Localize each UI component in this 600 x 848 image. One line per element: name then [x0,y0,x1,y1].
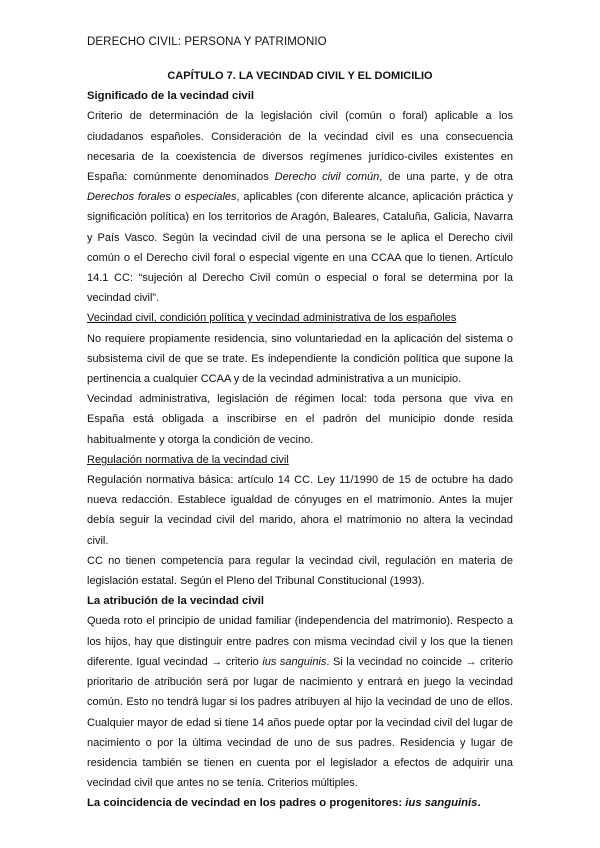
subsection-title-regulacion: Regulación normativa de la vecindad civil [87,453,289,466]
section-heading-atribucion: La atribución de la vecindad civil [87,595,265,608]
paragraph-vecindad-administrativa: Vecindad administrativa, legislación de régimen local: toda persona que viva en España está obligada a inscribirse en el padrón del municipio donde resida habitualmente y otorga la condición de vecino. [87,393,513,446]
section-heading-significado: Significado de la vecindad civil [87,90,254,103]
paragraph-text: . Si la vecindad no coincide → criterio prioritario de atribución será por lugar de nacimiento y entrará en juego la vecindad común. Esto no tendrá lugar si los padres atribuyen al hijo la vecindad de uno de ellos. Cualquier mayor de edad si tiene 14 años puede optar por la vecindad civil del lugar de nacimiento o por la última vecindad de uno de sus padres. Residencia y lugar de residencia también se tienen en cuenta por el legislador a efectos de adquirir una vecindad civil que antes no se tenía. Criterios múltiples. [87,655,514,790]
paragraph-text: Queda roto el principio de unidad familiar (independencia del matrimonio). Respecto a los hijos, hay que distinguir entre padres con misma vecindad civil y los que la tienen diferente. Igual vecindad → criterio [87,615,513,668]
document-body [87,66,513,814]
paragraph-text: , aplicables (con diferente alcance, aplicación práctica y significación política) en los territorios de Aragón, Baleares, Cataluña, Galicia, Navarra y País Vasco. Según la vecindad civil de una persona se le aplica el Derecho civil común o el Derecho civil foral o especial vigente en una CCAA que lo tienen. Artículo 14.1 CC: “sujeción al Derecho Civil común o especial o foral se determina por la vecindad civil”. [87,191,514,305]
subsection-title-condicion-politica: Vecindad civil, condición política y vecindad administrativa de los españoles [87,312,457,325]
emphasis-ius-sanguinis: ius sanguinis [262,655,327,668]
heading-text: La coincidencia de vecindad en los padres o progenitores: [87,797,406,810]
paragraph-text: , de una parte, y de otra [379,171,513,184]
paragraph-atribucion [87,611,513,793]
chapter-title: CAPÍTULO 7. LA VECINDAD CIVIL Y EL DOMICILIO [167,70,433,82]
paragraph-voluntariedad: No requiere propiamente residencia, sino voluntariedad en la aplicación del sistema o subsistema civil de que se trate. Es independiente la condición política que supone la pertinencia a cualquier CCAA y de la vecindad administrativa a un municipio. [87,332,513,386]
emphasis-derecho-comun: Derecho civil común [274,171,380,184]
page-header: DERECHO CIVIL: PERSONA Y PATRIMONIO [87,36,327,48]
paragraph-competencia: CC no tienen competencia para regular la vecindad civil, regulación en materia de legislación estatal. Según el Pleno del Tribunal Constitucional (1993). [87,554,513,588]
emphasis-derechos-forales: Derechos forales o especiales [87,191,237,204]
paragraph-text: Criterio de determinación de la legislación civil (común o foral) aplicable a los ciudadanos españoles. Consideración de la vecindad civil es una consecuencia necesaria de la coexistencia de diversos regímenes jurídico-civiles existentes en España: comúnmente denominados [87,110,513,184]
section-heading-coincidencia [87,793,513,813]
heading-text: . [477,797,481,810]
emphasis-ius-sanguinis-heading: ius sanguinis [405,797,478,810]
paragraph-regulacion-basica: Regulación normativa básica: artículo 14 CC. Ley 11/1990 de 15 de octubre ha dado nueva redacción. Establece igualdad de cónyuges en el matrimonio. Antes la mujer debía seguir la vecindad civil del marido, ahora el matrimonio no altera la vecindad civil. [87,474,513,547]
paragraph-significado [87,106,513,308]
